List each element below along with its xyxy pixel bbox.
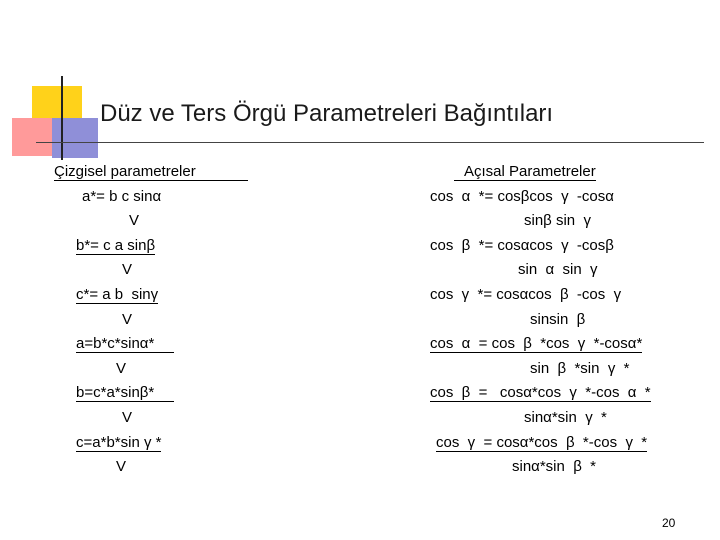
slide-title: Düz ve Ters Örgü Parametreleri Bağıntıları	[100, 100, 554, 127]
formula-line: sinβ sin γ	[524, 212, 591, 230]
formula-text: c*= a b sinγ	[76, 285, 159, 303]
volume-line: V	[129, 212, 140, 230]
formula-text: a=b*c*sinα*	[76, 335, 174, 353]
angular-parameters-column	[420, 160, 690, 480]
linear-parameters-column	[54, 160, 274, 480]
formula-line	[420, 381, 690, 406]
formula-line: sin β *sin γ *	[530, 359, 630, 377]
page-number: 20	[662, 516, 676, 530]
formula-line: sinα*sin γ *	[524, 408, 607, 426]
formula-text: c=a*b*sin γ *	[76, 433, 162, 451]
formula-line	[54, 283, 274, 308]
volume-line: V	[116, 359, 127, 377]
formula-text: cos α = cos β *cos γ *-cosα*	[430, 335, 643, 353]
angular-parameters-heading	[420, 160, 690, 185]
heading-text: Açısal Parametreler	[454, 163, 596, 181]
formula-line	[420, 332, 690, 357]
formula-text: cos β = cosα*cos γ *-cos α *	[430, 384, 651, 402]
formula-line: a*= b c sinα	[82, 187, 162, 205]
formula-line: sin α sin γ	[518, 261, 598, 279]
formula-text: b*= c a sinβ	[76, 236, 156, 254]
decor-blue-square	[52, 118, 98, 158]
formula-line	[54, 234, 274, 259]
title-underline	[36, 142, 704, 143]
volume-line: V	[122, 310, 133, 328]
heading-text: Çizgisel parametreler	[54, 163, 248, 181]
formula-line	[54, 381, 274, 406]
formula-line: cos β *= cosαcos γ -cosβ	[430, 236, 614, 254]
volume-line: V	[122, 261, 133, 279]
formula-line: sinα*sin β *	[512, 458, 596, 476]
formula-text: b=c*a*sinβ*	[76, 384, 174, 402]
formula-line	[54, 332, 274, 357]
formula-line: sinsin β	[530, 310, 586, 328]
formula-line: cos γ *= cosαcos β -cos γ	[430, 285, 622, 303]
decor-vertical-line	[61, 76, 63, 160]
formula-line: cos α *= cosβcos γ -cosα	[430, 187, 614, 205]
linear-parameters-heading	[54, 160, 274, 185]
formula-line	[420, 431, 690, 456]
volume-line: V	[116, 458, 127, 476]
volume-line: V	[122, 408, 133, 426]
formula-line	[54, 431, 274, 456]
formula-text: cos γ = cosα*cos β *-cos γ *	[436, 433, 648, 451]
